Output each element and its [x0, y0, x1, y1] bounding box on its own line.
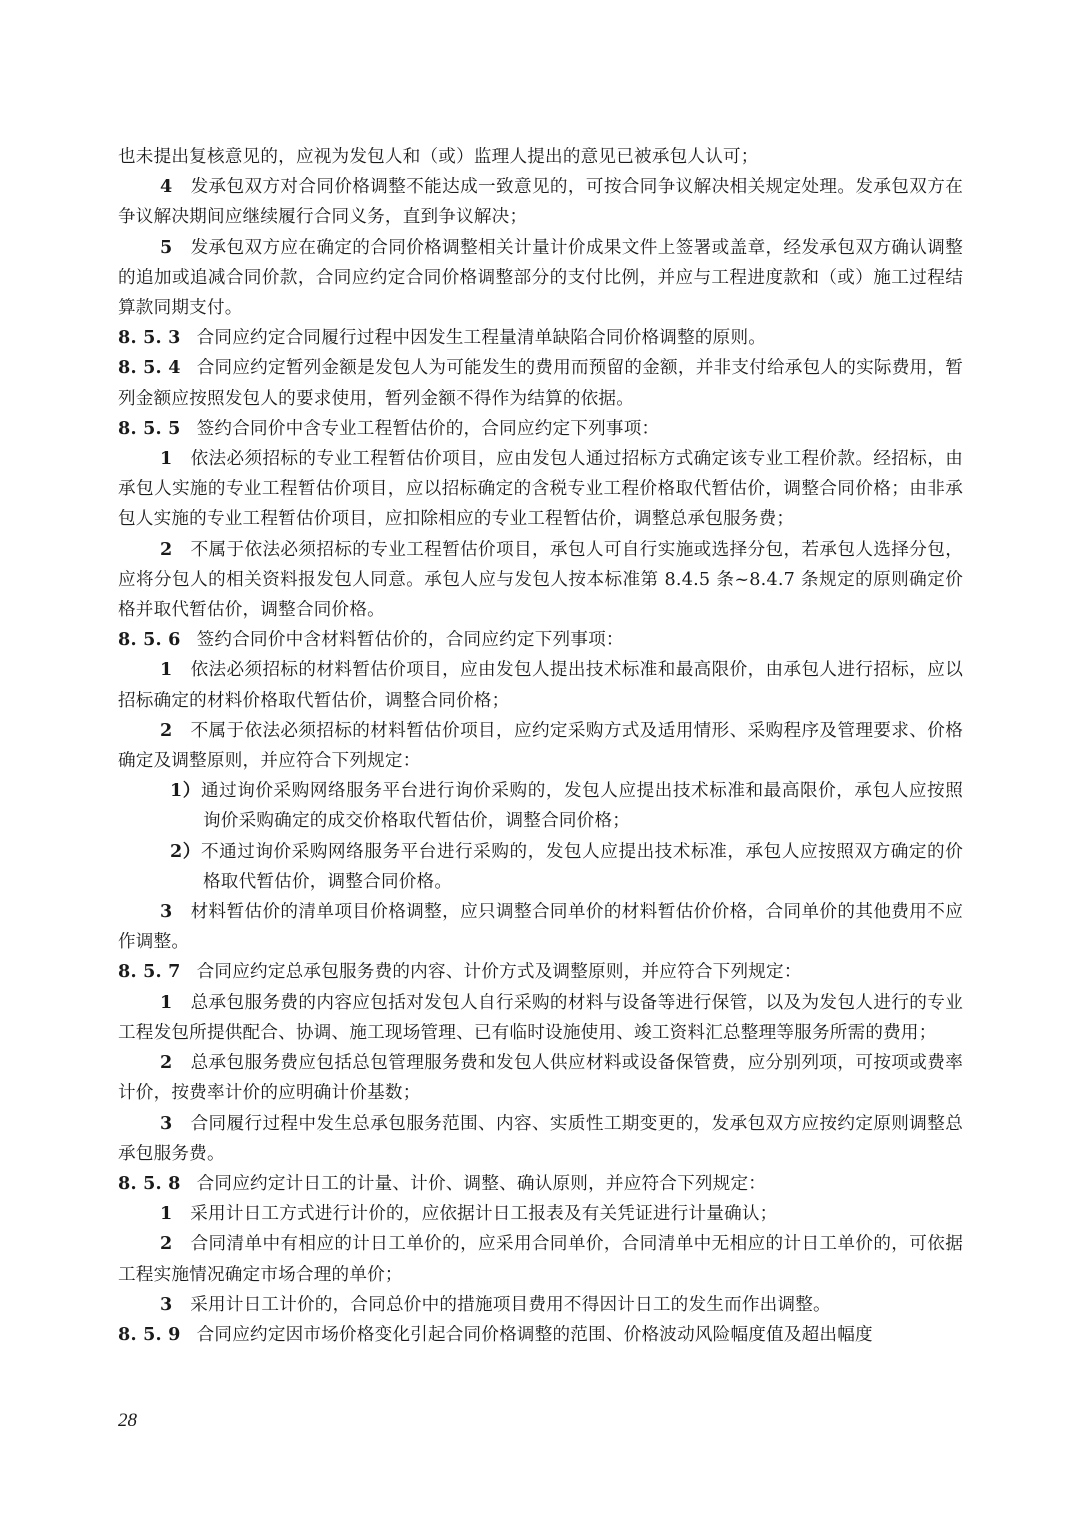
paragraph-text: 合同清单中有相应的计日工单价的，应采用合同单价，合同清单中无相应的计日工单价的，可依据工程实施情况确定市场合理的单价； — [118, 1234, 963, 1285]
paragraph-text: 发承包双方应在确定的合同价格调整相关计量计价成果文件上签署或盖章，经发承包双方确认调整的追加或追减合同价款，合同应约定合同价格调整部分的支付比例，并应与工程进度款和（或）施工过程结算款同期支付。 — [118, 237, 963, 319]
paragraph-text: 材料暂估价的清单项目价格调整，应只调整合同单价的材料暂估价价格，合同单价的其他费用不应作调整。 — [118, 902, 963, 953]
list-item — [118, 1199, 963, 1229]
list-item — [118, 1109, 963, 1169]
list-item — [118, 1290, 963, 1320]
item-number: 1 — [160, 1203, 173, 1225]
paragraph-text: 不属于依法必须招标的专业工程暂估价项目，承包人可自行实施或选择分包，若承包人选择分包，应将分包人的相关资料报发包人同意。承包人应与发包人按本标准第 8.4.5 条~8.4.7 条规定的原则确定价格并取代暂估价，调整合同价格。 — [118, 539, 963, 621]
clause-number: 8. 5. 7 — [118, 961, 181, 983]
list-item — [118, 444, 963, 535]
paragraph-text: 签约合同价中含材料暂估价的，合同应约定下列事项： — [196, 630, 624, 651]
paragraph-text: 依法必须招标的专业工程暂估价项目，应由发包人通过招标方式确定该专业工程价款。经招标，由承包人实施的专业工程暂估价项目，应以招标确定的含税专业工程价格取代暂估价，调整合同价格；由非承包人实施的专业工程暂估价项目，应扣除相应的专业工程暂估价，调整总承包服务费； — [118, 449, 963, 530]
clause-number: 8. 5. 6 — [118, 629, 181, 651]
item-number: 3 — [160, 1293, 173, 1315]
list-item — [118, 1048, 963, 1108]
paragraph-text: 合同履行过程中发生总承包服务范围、内容、实质性工期变更的，发承包双方应按约定原则调整总承包服务费。 — [118, 1113, 963, 1164]
clause-number: 8. 5. 5 — [118, 417, 181, 439]
list-item — [118, 535, 963, 626]
sub-item — [118, 837, 963, 897]
list-item — [118, 988, 963, 1048]
item-number: 2 — [160, 1233, 173, 1255]
paragraph-text: 不属于依法必须招标的材料暂估价项目，应约定采购方式及适用情形、采购程序及管理要求、价格确定及调整原则，并应符合下列规定： — [118, 720, 963, 772]
item-number: 3 — [160, 901, 173, 923]
section-clause — [118, 1320, 963, 1350]
paragraph-text: 合同应约定暂列金额是发包人为可能发生的费用而预留的金额，并非支付给承包人的实际费用，暂列金额应按照发包人的要求使用，暂列金额不得作为结算的依据。 — [118, 358, 963, 409]
paragraph-text: 总承包服务费应包括总包管理服务费和发包人供应材料或设备保管费，应分别列项，可按项或费率计价，按费率计价的应明确计价基数； — [118, 1053, 963, 1104]
list-item — [118, 655, 963, 715]
paragraph-text: 总承包服务费的内容应包括对发包人自行采购的材料与设备等进行保管，以及为发包人进行的专业工程发包所提供配合、协调、施工现场管理、已有临时设施使用、竣工资料汇总整理等服务所需的费用； — [118, 992, 963, 1043]
list-item — [118, 897, 963, 957]
item-number: 1 — [160, 448, 173, 470]
section-clause — [118, 625, 963, 655]
sub-item-number: 2） — [170, 840, 201, 862]
list-item — [118, 172, 963, 232]
sub-item-number: 1） — [170, 780, 201, 802]
paragraph-text: 采用计日工方式进行计价的，应依据计日工报表及有关凭证进行计量确认； — [190, 1204, 778, 1225]
item-number: 4 — [160, 176, 173, 198]
section-clause — [118, 323, 963, 353]
paragraph-text: 合同应约定合同履行过程中因发生工程量清单缺陷合同价格调整的原则。 — [196, 328, 767, 349]
paragraph-text: 通过询价采购网络服务平台进行询价采购的，发包人应提出技术标准和最高限价，承包人应按照询价采购确定的成交价格取代暂估价，调整合同价格； — [200, 781, 963, 832]
clause-number: 8. 5. 9 — [118, 1323, 181, 1345]
paragraph-text: 合同应约定因市场价格变化引起合同价格调整的范围、价格波动风险幅度值及超出幅度 — [196, 1324, 873, 1345]
document-body — [118, 142, 963, 1350]
section-clause — [118, 1169, 963, 1199]
section-clause — [118, 353, 963, 413]
paragraph-text: 合同应约定计日工的计量、计价、调整、确认原则，并应符合下列规定： — [196, 1173, 767, 1194]
clause-number: 8. 5. 8 — [118, 1172, 181, 1194]
clause-number: 8. 5. 4 — [118, 357, 181, 379]
paragraph-text: 依法必须招标的材料暂估价项目，应由发包人提出技术标准和最高限价，由承包人进行招标，应以招标确定的材料价格取代暂估价，调整合同价格； — [118, 660, 963, 711]
paragraph-text: 合同应约定总承包服务费的内容、计价方式及调整原则，并应符合下列规定： — [196, 962, 802, 983]
paragraph-text: 也未提出复核意见的，应视为发包人和（或）监理人提出的意见已被承包人认可； — [118, 147, 759, 167]
item-number: 1 — [160, 991, 173, 1013]
paragraph-text: 不通过询价采购网络服务平台进行采购的，发包人应提出技术标准，承包人应按照双方确定的价格取代暂估价，调整合同价格。 — [200, 841, 963, 892]
paragraph-text: 签约合同价中含专业工程暂估价的，合同应约定下列事项： — [196, 418, 660, 439]
paragraph-text: 采用计日工计价的，合同总价中的措施项目费用不得因计日工的发生而作出调整。 — [190, 1294, 831, 1315]
sub-item — [118, 776, 963, 836]
paragraph-continuation — [118, 142, 963, 172]
item-number: 2 — [160, 538, 173, 560]
item-number: 3 — [160, 1112, 173, 1134]
list-item — [118, 233, 963, 324]
item-number: 2 — [160, 1052, 173, 1074]
item-number: 2 — [160, 719, 173, 741]
clause-number: 8. 5. 3 — [118, 327, 181, 349]
section-clause — [118, 957, 963, 987]
list-item — [118, 1229, 963, 1289]
item-number: 1 — [160, 659, 173, 681]
paragraph-text: 发承包双方对合同价格调整不能达成一致意见的，可按合同争议解决相关规定处理。发承包双方在争议解决期间应继续履行合同义务，直到争议解决； — [118, 177, 963, 228]
list-item — [118, 716, 963, 776]
section-clause — [118, 414, 963, 444]
item-number: 5 — [160, 236, 173, 258]
page-number: 28 — [118, 1410, 137, 1431]
